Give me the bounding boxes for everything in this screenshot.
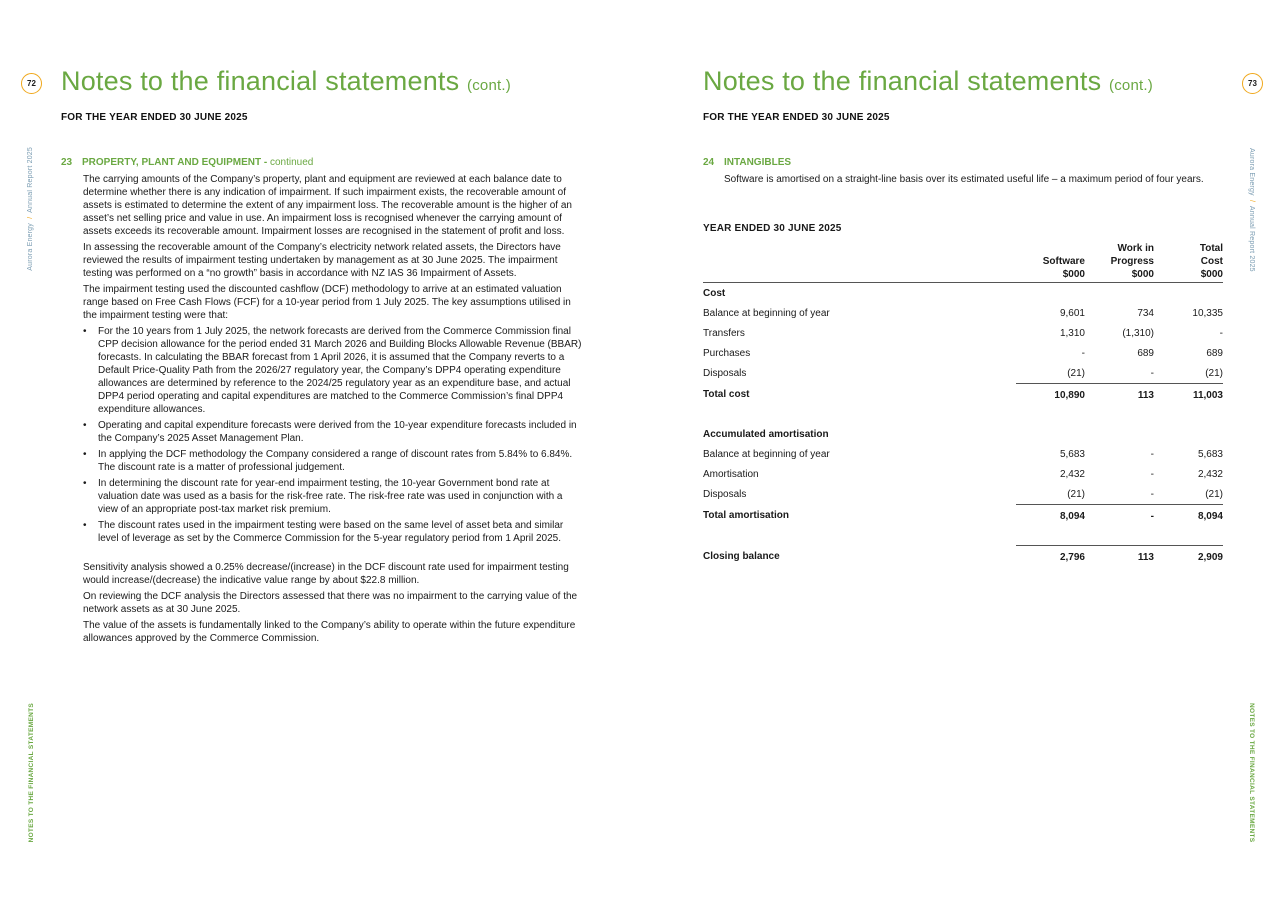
- column-header-line: $000: [1131, 269, 1154, 280]
- cell-value: -: [1150, 448, 1154, 460]
- cell-value: 2,432: [1059, 468, 1085, 480]
- side-report-year: Annual Report 2025: [1248, 205, 1255, 272]
- cell-value: 689: [1137, 347, 1154, 359]
- table-header-row: [703, 242, 1223, 283]
- cell-value: 5,683: [1197, 448, 1223, 460]
- side-section-label: NOTES TO THE FINANCIAL STATEMENTS: [28, 703, 35, 843]
- side-report-name: Aurora Energy: [1248, 148, 1255, 196]
- table-closing-row: [703, 546, 1223, 569]
- row-label: Disposals: [703, 488, 747, 500]
- side-report-divider: /: [27, 216, 34, 220]
- side-report-year: Annual Report 2025: [27, 147, 34, 213]
- paragraph: The impairment testing used the discounted cashflow (DCF) methodology to arrive at an estimated valuation range based on Free Cash Flows (FCF) for a 10-year period from 1 July 2025. The key assumptions utilised in the impairment testing were that:: [83, 284, 571, 321]
- column-header-line: $000: [1200, 269, 1223, 280]
- cell-value: (21): [1067, 367, 1085, 379]
- column-header-software: [1016, 242, 1085, 283]
- side-report-divider: /: [1248, 199, 1255, 202]
- section-number: 24: [703, 157, 715, 168]
- group-label: Accumulated amortisation: [703, 428, 829, 440]
- column-header-line: Cost: [1200, 256, 1223, 267]
- cell-value: 9,601: [1059, 307, 1085, 319]
- cell-value: 5,683: [1059, 448, 1085, 460]
- cell-value: -: [1219, 327, 1223, 339]
- list-item: • Operating and capital expenditure forecasts were derived from the 10-year expenditure forecasts included in the Company’s 2025 Asset Management Plan.: [83, 419, 583, 445]
- table-row: [703, 303, 1223, 323]
- row-label: Balance at beginning of year: [703, 448, 830, 460]
- list-item: • In determining the discount rate for year-end impairment testing, the 10-year Government bond rate at valuation date was used as a basis for the risk-free rate. The risk-free rate was used in conjunction with a view of an appropriate post-tax market risk premium.: [83, 477, 583, 516]
- cell-value: -: [1150, 367, 1154, 379]
- cell-value: 10,335: [1192, 307, 1223, 319]
- section-heading: [703, 157, 791, 168]
- row-label: Total amortisation: [703, 510, 789, 522]
- cell-value: 10,890: [1016, 384, 1085, 407]
- cell-value: (21): [1205, 488, 1223, 500]
- cell-value: -: [1150, 488, 1154, 500]
- column-header-wip: [1085, 242, 1154, 283]
- side-report-label: [1248, 148, 1255, 272]
- section-number: 23: [61, 157, 73, 168]
- header-label-cell: [703, 242, 1016, 283]
- column-header-line: Work in: [1117, 243, 1154, 254]
- cell-value: 2,909: [1154, 546, 1223, 569]
- cell-value: 8,094: [1154, 505, 1223, 528]
- cell-value: -: [1085, 505, 1154, 528]
- page-title: [703, 66, 1153, 97]
- side-report-label: [27, 147, 34, 271]
- side-report-name: Aurora Energy: [27, 223, 34, 271]
- section-intro: Software is amortised on a straight-line basis over its estimated useful life – a maximum period of four years.: [724, 174, 1204, 185]
- table-total-row: [703, 505, 1223, 528]
- row-label: Amortisation: [703, 468, 759, 480]
- table-row: [703, 484, 1223, 505]
- page-title-cont: (cont.): [1109, 77, 1153, 94]
- section-title: PROPERTY, PLANT AND EQUIPMENT -: [82, 157, 268, 168]
- table-group-heading: [703, 283, 1223, 304]
- paragraph: Sensitivity analysis showed a 0.25% decrease/(increase) in the DCF discount rate used for impairment testing would increase/(decrease) the indicative value range by about $22.8 million.: [83, 562, 569, 586]
- column-header-line: Software: [1042, 256, 1085, 267]
- section-body: [83, 173, 583, 648]
- column-header-line: $000: [1062, 269, 1085, 280]
- page-title-text: Notes to the financial statements: [703, 66, 1102, 96]
- table-row: [703, 444, 1223, 464]
- left-page: [0, 0, 641, 907]
- paragraph: In assessing the recoverable amount of the Company’s electricity network related assets, the Directors have reviewed the results of impairment testing undertaken by management as at 30 June 2025. The impairment testing was performed on a “no growth” basis in accordance with NZ IAS 36 Impairment of Assets.: [83, 242, 561, 279]
- table-row: [703, 363, 1223, 384]
- row-label: Transfers: [703, 327, 745, 339]
- row-label: Total cost: [703, 389, 750, 401]
- section-continued: continued: [269, 157, 314, 168]
- column-header-line: Progress: [1110, 256, 1154, 267]
- cell-value: 8,094: [1016, 505, 1085, 528]
- page-title-cont: (cont.): [467, 77, 511, 94]
- row-label: Purchases: [703, 347, 751, 359]
- side-section-label: NOTES TO THE FINANCIAL STATEMENTS: [1248, 703, 1255, 843]
- paragraph: On reviewing the DCF analysis the Directors assessed that there was no impairment to the carrying value of the network assets as at 30 June 2025.: [83, 591, 578, 615]
- column-header-total: [1154, 242, 1223, 283]
- section-heading: [61, 157, 313, 168]
- cell-value: 689: [1206, 347, 1223, 359]
- table-row: [703, 323, 1223, 343]
- cell-value: 11,003: [1154, 384, 1223, 407]
- list-item: • In applying the DCF methodology the Company considered a range of discount rates from 5.84% to 6.84%. The discount rate is a matter of professional judgement.: [83, 448, 583, 474]
- table-group-heading: [703, 424, 1223, 444]
- cell-value: 2,432: [1197, 468, 1223, 480]
- table-total-row: [703, 384, 1223, 407]
- cell-value: 1,310: [1059, 327, 1085, 339]
- group-label: Cost: [703, 287, 726, 299]
- intangibles-table: [703, 242, 1223, 568]
- section-title: INTANGIBLES: [724, 157, 792, 168]
- cell-value: -: [1081, 347, 1085, 359]
- paragraph: The carrying amounts of the Company’s property, plant and equipment are reviewed at each balance date to determine whether there is any indication of impairment. If such impairment exists, the recoverable amount of assets is estimated to determine the extent of any impairment loss. The recoverable amount is the higher of an asset’s net selling price and value in use. An impairment loss is recognised whenever the carrying amount of assets exceeds its recoverable amount. Impairment losses are recognised in the statement of profit and loss.: [83, 174, 572, 237]
- page-title-text: Notes to the financial statements: [61, 66, 460, 96]
- cell-value: 113: [1085, 546, 1154, 569]
- cell-value: (21): [1205, 367, 1223, 379]
- year-label: FOR THE YEAR ENDED 30 JUNE 2025: [61, 112, 248, 123]
- assumption-list: [83, 325, 583, 545]
- paragraph: The value of the assets is fundamentally linked to the Company’s ability to operate within the future expenditure allowances approved by the Commerce Commission.: [83, 620, 576, 644]
- row-label: Closing balance: [703, 551, 780, 563]
- page-number: 73: [1242, 73, 1263, 94]
- cell-value: (1,310): [1122, 327, 1154, 339]
- row-label: Disposals: [703, 367, 747, 379]
- page-number: 72: [21, 73, 42, 94]
- row-label: Balance at beginning of year: [703, 307, 830, 319]
- cell-value: 113: [1085, 384, 1154, 407]
- spacer-row: [703, 527, 1223, 546]
- spacer: [83, 548, 583, 561]
- page-title: [61, 66, 511, 97]
- table-row: [703, 464, 1223, 484]
- cell-value: (21): [1067, 488, 1085, 500]
- cell-value: 734: [1137, 307, 1154, 319]
- table-title: YEAR ENDED 30 JUNE 2025: [703, 223, 842, 234]
- column-header-line: Total: [1199, 243, 1223, 254]
- spacer-row: [703, 406, 1223, 424]
- cell-value: 2,796: [1016, 546, 1085, 569]
- right-page: [641, 0, 1283, 907]
- list-item: • The discount rates used in the impairment testing were based on the same level of asset beta and similar level of leverage as set by the Commerce Commission for the 5-year regulatory period from 1 April 2025.: [83, 519, 583, 545]
- table-row: [703, 343, 1223, 363]
- year-label: FOR THE YEAR ENDED 30 JUNE 2025: [703, 112, 890, 123]
- list-item: • For the 10 years from 1 July 2025, the network forecasts are derived from the Commerce Commission final CPP decision allowance for the period ended 31 March 2026 and Building Blocks Allowable Revenue (BBAR) forecasts. In calculating the BBAR forecast from 1 April 2026, it is assumed that the Company reverts to a Default Price-Quality Path from the 2026/27 regulatory year, the Company’s DPP4 operating expenditure allowances are determined by reference to the 2024/25 regulatory year as an expenditure base, and actual DPP4 period operating and capital expenditures are matched to the Commerce Commission’s final DPP4 expenditure allowances.: [83, 325, 583, 416]
- cell-value: -: [1150, 468, 1154, 480]
